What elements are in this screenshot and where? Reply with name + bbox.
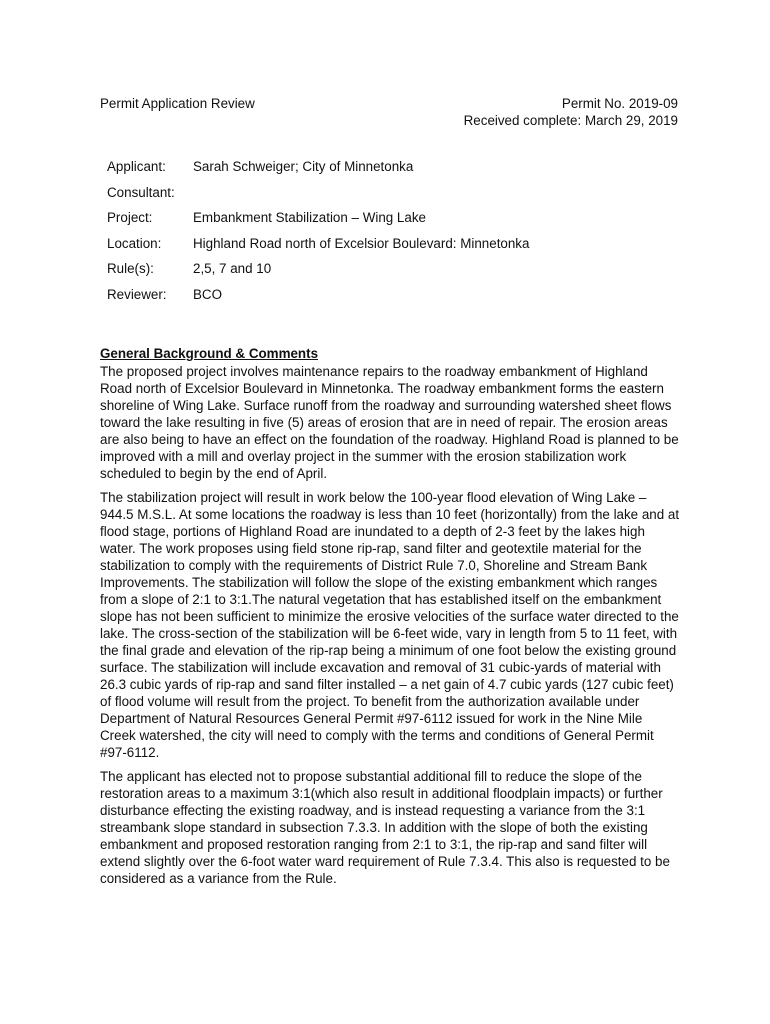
- info-value: 2,5, 7 and 10: [193, 261, 272, 277]
- permit-number: Permit No. 2019-09: [561, 96, 678, 111]
- info-label: Project:: [107, 210, 153, 226]
- info-label: Rule(s):: [107, 261, 154, 277]
- info-row-project: [107, 209, 529, 235]
- section-heading: General Background & Comments: [100, 346, 319, 361]
- info-value: Embankment Stabilization – Wing Lake: [193, 210, 426, 226]
- application-info-table: [107, 158, 529, 312]
- info-value: Highland Road north of Excelsior Boulevard: Minnetonka: [193, 235, 530, 251]
- info-label: Reviewer:: [107, 286, 167, 302]
- paragraph: The applicant has elected not to propose substantial additional fill to reduce the slope of the restoration areas to a maximum 3:1(which also result in additional floodplain impacts) or further disturbance effecting the existing roadway, and is instead requesting a variance from the 3:1 streambank slope standard in subsection 7.3.3. In addition with the slope of both the existing embankment and proposed restoration ranging from 2:1 to 3:1, the rip-rap and sand filter will extend slightly over the 6-foot water ward requirement of Rule 7.3.4. This also is requested to be considered as a variance from the Rule.: [100, 769, 670, 886]
- info-value: BCO: [193, 286, 223, 302]
- document-title: Permit Application Review: [100, 96, 255, 111]
- info-label: Applicant:: [107, 159, 166, 174]
- background-section: [100, 345, 680, 894]
- paragraph: The proposed project involves maintenance repairs to the roadway embankment of Highland Road north of Excelsior Boulevard in Minnetonka. The roadway embankment forms the eastern shoreline of Wing Lake. Surface runoff from the roadway and surrounding watershed sheet flows toward the lake resulting in five (5) areas of erosion that are in need of repair. The erosion areas are also being to have an effect on the foundation of the roadway. Highland Road is planned to be improved with a mill and overlay project in the summer with the erosion stabilization work scheduled to begin by the end of April.: [100, 364, 679, 481]
- info-label: Location:: [107, 235, 162, 251]
- info-row-consultant: [107, 184, 529, 210]
- info-row-rules: [107, 260, 529, 286]
- permit-info: [464, 95, 678, 129]
- received-date: Received complete: March 29, 2019: [463, 113, 678, 128]
- paragraph: The stabilization project will result in work below the 100-year flood elevation of Wing Lake – 944.5 M.S.L. At some locations the roadway is less than 10 feet (horizontally) from the lake and at flood stage, portions of Highland Road are inundated to a depth of 2-3 feet by the lakes high water. The work proposes using field stone rip-rap, sand filter and geotextile material for the stabilization to comply with the requirements of District Rule 7.0, Shoreline and Stream Bank Improvements. The stabilization will follow the slope of the existing embankment which ranges from a slope of 2:1 to 3:1.The natural vegetation that has established itself on the embankment slope has not been sufficient to minimize the erosive velocities of the surface water directed to the lake. The cross-section of the stabilization will be 6-feet wide, vary in length from 5 to 11 feet, with the final grade and elevation of the rip-rap being a minimum of one foot below the existing ground surface. The stabilization will include excavation and removal of 31 cubic-yards of material with 26.3 cubic yards of rip-rap and sand filter installed – a net gain of 4.7 cubic yards (127 cubic feet) of flood volume will result from the project. To benefit from the authorization available under Department of Natural Resources General Permit #97-6112 issued for work in the Nine Mile Creek watershed, the city will need to comply with the terms and conditions of General Permit #97-6112.: [100, 490, 680, 760]
- info-row-location: [107, 235, 529, 261]
- info-row-applicant: [107, 158, 529, 184]
- info-label: Consultant:: [107, 184, 175, 200]
- info-value: Sarah Schweiger; City of Minnetonka: [193, 159, 414, 174]
- info-row-reviewer: [107, 286, 529, 312]
